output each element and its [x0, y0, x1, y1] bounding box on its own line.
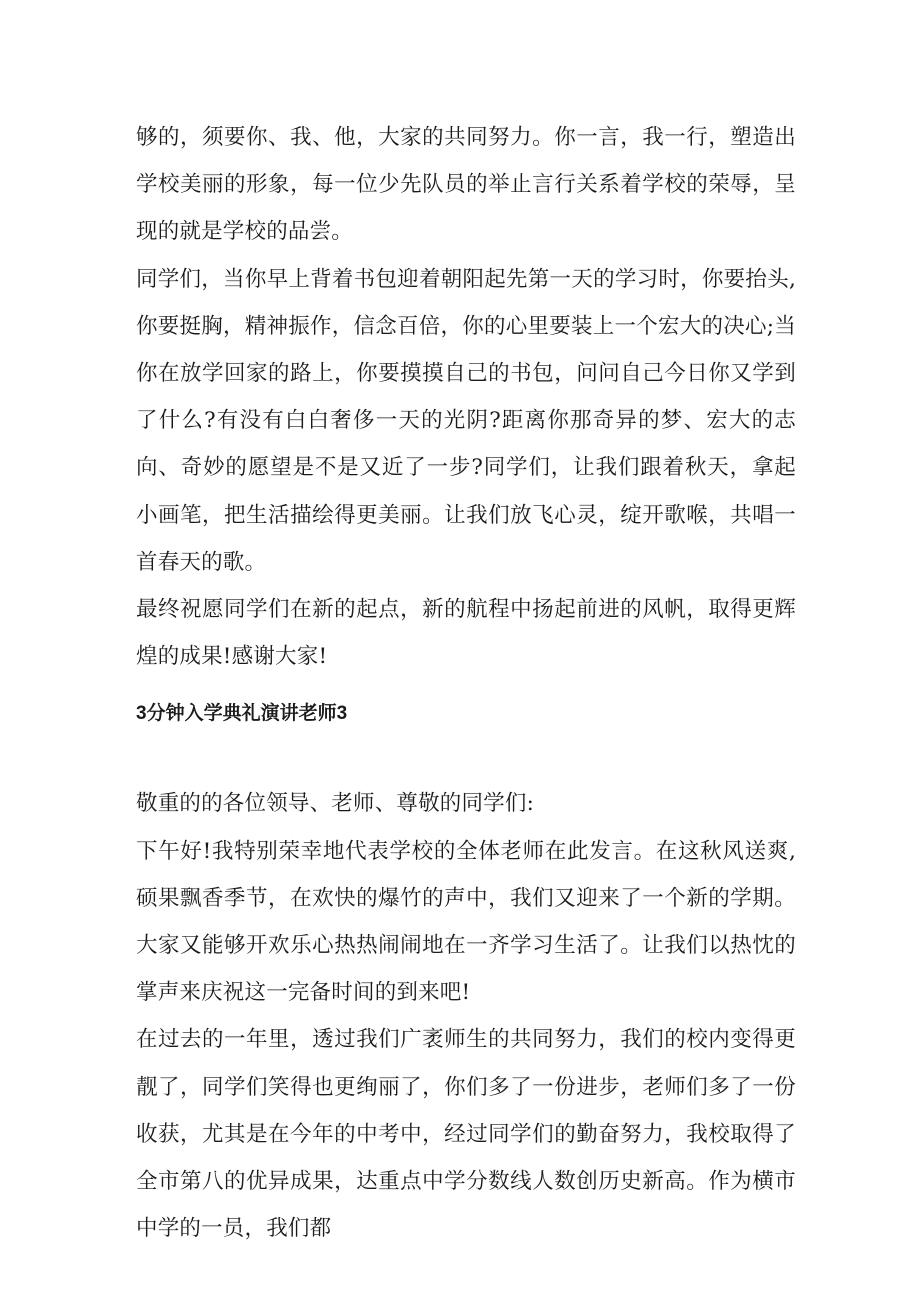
paragraph-salutation: 敬重的的各位领导、老师、尊敬的同学们:	[136, 791, 535, 817]
paragraph-greeting: 下午好!我特别荣幸地代表学校的全体老师在此发言。在这秋风送爽,硕果飘香季节，在欢快的爆竹的声中，我们又迎来了一个新的学期。大家又能够开欢乐心热热闹闹地在一齐学习生活了。让我们以热忱的掌声来庆祝这一完备时间的到来吧!	[136, 838, 796, 1006]
section-heading: 3分钟入学典礼演讲老师3	[136, 703, 348, 725]
paragraph-closing-wishes: 最终祝愿同学们在新的起点，新的航程中扬起前进的风帆，取得更辉煌的成果!感谢大家!	[136, 597, 796, 670]
document-body	[136, 114, 796, 1252]
paragraph-continuation: 够的，须要你、我、他，大家的共同努力。你一言，我一行，塑造出学校美丽的形象，每一位少先队员的举止言行关系着学校的荣辱，呈现的就是学校的品尝。	[136, 125, 796, 245]
paragraph-past-year: 在过去的一年里，透过我们广袤师生的共同努力，我们的校内变得更靓了，同学们笑得也更绚丽了，你们多了一份进步，老师们多了一份收获，尤其是在今年的中考中，经过同学们的勤奋努力，我校取得了全市第八的优异成果，达重点中学分数线人数创历史新高。作为横市中学的一员，我们都	[136, 1027, 796, 1242]
section-spacer	[136, 734, 796, 780]
paragraph-students-morning: 同学们，当你早上背着书包迎着朝阳起先第一天的学习时，你要抬头,你要挺胸，精神振作，信念百倍，你的心里要装上一个宏大的决心;当你在放学回家的路上，你要摸摸自己的书包，问问自己今日你又学到了什么?有没有白白奢侈一天的光阴?距离你那奇异的梦、宏大的志向、奇妙的愿望是不是又近了一步?同学们，让我们跟着秋天，拿起小画笔，把生活描绘得更美丽。让我们放飞心灵，绽开歌喉，共唱一首春天的歌。	[136, 266, 796, 575]
